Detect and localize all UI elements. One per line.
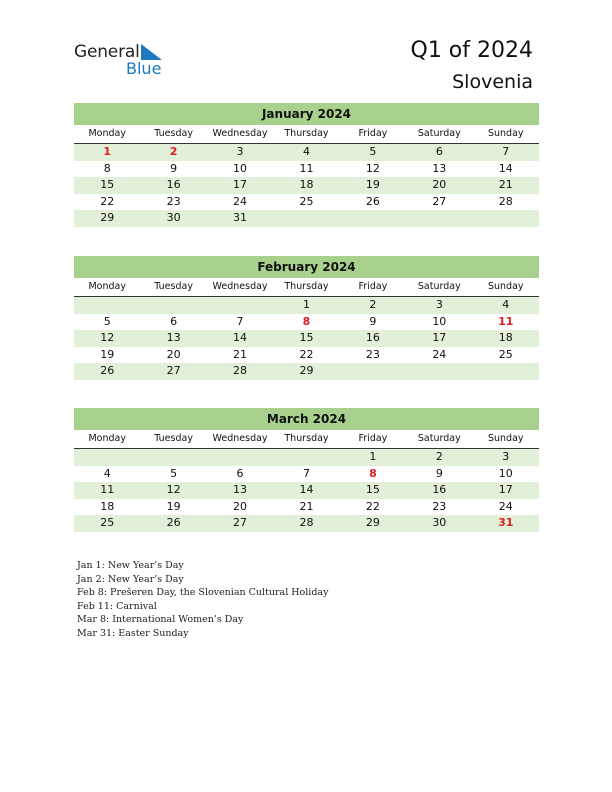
day-cell xyxy=(406,363,472,380)
week-row xyxy=(74,297,539,314)
weekday-label: Thursday xyxy=(284,128,329,139)
day-cell: 9 xyxy=(435,466,443,480)
weekday-label: Monday xyxy=(88,433,126,444)
week-row xyxy=(74,347,539,364)
day-cell: 29 xyxy=(100,211,115,224)
holiday-day-cell: 1 xyxy=(103,145,112,158)
weekday-label: Wednesday xyxy=(212,128,268,139)
day-cell: 11 xyxy=(100,483,115,496)
day-cell: 3 xyxy=(236,145,244,158)
day-cell: 19 xyxy=(365,178,380,191)
weekday-label: Friday xyxy=(358,128,388,139)
day-cell: 15 xyxy=(100,178,115,191)
day-cell xyxy=(273,210,339,227)
day-cell xyxy=(74,297,140,314)
day-cell: 10 xyxy=(498,466,513,480)
day-cell: 14 xyxy=(498,161,513,175)
logo-triangle-icon xyxy=(141,44,162,60)
day-cell: 3 xyxy=(502,450,510,463)
day-cell: 17 xyxy=(498,483,513,496)
month-title: February 2024 xyxy=(74,256,539,278)
day-cell: 26 xyxy=(100,364,115,377)
day-cell: 29 xyxy=(299,364,314,377)
week-row xyxy=(74,314,539,331)
day-cell: 25 xyxy=(498,347,513,361)
day-cell: 18 xyxy=(299,178,314,191)
weekday-label: Tuesday xyxy=(154,281,193,292)
week-row xyxy=(74,499,539,516)
day-cell: 29 xyxy=(365,516,380,529)
day-cell: 12 xyxy=(100,331,115,344)
day-cell: 12 xyxy=(365,161,380,175)
weekday-label: Sunday xyxy=(487,433,524,444)
month-calendar-january xyxy=(74,103,539,227)
weekday-label: Thursday xyxy=(284,433,329,444)
day-cell: 19 xyxy=(166,499,181,513)
day-cell: 26 xyxy=(166,516,181,529)
holiday-day-cell: 8 xyxy=(302,314,311,328)
weekday-label: Saturday xyxy=(417,128,461,139)
weekday-label: Tuesday xyxy=(154,433,193,444)
month-calendar-february xyxy=(74,256,539,380)
weekday-label: Sunday xyxy=(487,128,524,139)
day-cell xyxy=(74,449,140,466)
day-cell: 11 xyxy=(299,161,314,175)
weekday-label: Wednesday xyxy=(212,433,268,444)
day-cell: 5 xyxy=(369,145,377,158)
day-cell: 9 xyxy=(170,161,178,175)
day-cell: 27 xyxy=(432,194,447,208)
day-cell xyxy=(473,210,539,227)
day-cell xyxy=(207,449,273,466)
day-cell: 27 xyxy=(166,364,181,377)
day-cell: 7 xyxy=(502,145,510,158)
day-cell: 22 xyxy=(100,194,115,208)
day-cell: 4 xyxy=(502,298,510,311)
day-cell: 1 xyxy=(302,298,310,311)
holiday-note: Feb 11: Carnival xyxy=(77,600,157,612)
day-cell: 20 xyxy=(233,499,248,513)
holiday-day-cell: 8 xyxy=(369,466,377,480)
day-cell: 21 xyxy=(498,178,513,191)
day-cell: 1 xyxy=(369,450,377,463)
day-cell: 24 xyxy=(432,347,447,361)
day-cell: 5 xyxy=(170,466,178,480)
day-cell: 24 xyxy=(233,194,248,208)
day-cell: 23 xyxy=(432,499,447,513)
weekday-label: Tuesday xyxy=(154,128,193,139)
logo-text-general: General xyxy=(74,42,140,62)
day-cell: 2 xyxy=(435,450,443,463)
holiday-day-cell: 2 xyxy=(169,145,178,158)
weekday-label: Saturday xyxy=(417,281,461,292)
weekday-label: Monday xyxy=(88,281,126,292)
holiday-notes xyxy=(77,559,328,640)
day-cell: 16 xyxy=(432,483,447,496)
day-cell: 10 xyxy=(233,161,248,175)
weekday-label: Saturday xyxy=(417,433,461,444)
day-cell: 21 xyxy=(299,499,314,513)
day-cell: 30 xyxy=(432,516,447,529)
day-cell: 22 xyxy=(299,347,314,361)
day-cell: 6 xyxy=(435,145,443,158)
weekday-label: Sunday xyxy=(487,281,524,292)
month-calendar-march xyxy=(74,408,539,532)
day-cell: 16 xyxy=(166,178,181,191)
weekday-label: Friday xyxy=(358,281,388,292)
day-cell: 20 xyxy=(166,347,181,361)
page-title: Q1 of 2024 xyxy=(410,38,533,63)
day-cell: 2 xyxy=(369,298,377,311)
weekday-label: Friday xyxy=(358,433,388,444)
day-cell xyxy=(340,363,406,380)
day-cell: 13 xyxy=(233,483,248,496)
day-cell: 25 xyxy=(299,194,314,208)
day-cell: 22 xyxy=(365,499,380,513)
day-cell: 13 xyxy=(166,331,181,344)
day-cell: 20 xyxy=(432,178,447,191)
day-cell: 31 xyxy=(233,211,248,224)
day-cell: 9 xyxy=(369,314,377,328)
day-cell: 17 xyxy=(233,178,248,191)
holiday-note: Feb 8: Prešeren Day, the Slovenian Cultural Holiday xyxy=(77,587,329,598)
day-cell: 23 xyxy=(166,194,181,208)
week-row xyxy=(74,161,539,178)
day-cell: 25 xyxy=(100,516,115,529)
holiday-day-cell: 31 xyxy=(498,516,514,529)
week-row xyxy=(74,515,539,532)
day-cell: 28 xyxy=(299,516,314,529)
day-cell: 17 xyxy=(432,331,447,344)
weekday-label: Thursday xyxy=(284,281,329,292)
day-cell: 26 xyxy=(365,194,380,208)
day-cell: 3 xyxy=(435,298,443,311)
day-cell: 5 xyxy=(103,314,111,328)
day-cell: 12 xyxy=(166,483,181,496)
day-cell: 30 xyxy=(166,211,181,224)
month-title: March 2024 xyxy=(74,408,539,430)
day-cell xyxy=(207,297,273,314)
day-cell xyxy=(140,297,206,314)
month-title: January 2024 xyxy=(74,103,539,125)
day-cell: 8 xyxy=(103,161,111,175)
day-cell xyxy=(473,363,539,380)
day-cell: 24 xyxy=(498,499,513,513)
day-cell: 18 xyxy=(498,331,513,344)
logo-text-blue: Blue xyxy=(126,59,162,78)
generalblue-logo xyxy=(74,42,174,78)
day-cell: 28 xyxy=(233,364,248,377)
day-cell: 14 xyxy=(299,483,314,496)
day-cell: 15 xyxy=(299,331,314,344)
week-row xyxy=(74,177,539,194)
day-cell xyxy=(340,210,406,227)
day-cell: 6 xyxy=(236,466,244,480)
day-cell: 14 xyxy=(233,331,248,344)
day-cell: 13 xyxy=(432,161,447,175)
holiday-note: Jan 2: New Year’s Day xyxy=(77,573,184,585)
day-cell: 27 xyxy=(233,516,248,529)
day-cell: 7 xyxy=(236,314,244,328)
week-row xyxy=(74,466,539,483)
day-cell: 28 xyxy=(498,194,513,208)
holiday-note: Mar 8: International Women’s Day xyxy=(77,614,244,625)
week-row xyxy=(74,482,539,499)
day-cell xyxy=(273,449,339,466)
week-row xyxy=(74,449,539,466)
day-cell: 7 xyxy=(302,466,310,480)
day-cell: 10 xyxy=(432,314,447,328)
week-row xyxy=(74,330,539,347)
day-cell: 16 xyxy=(365,331,380,344)
week-row xyxy=(74,210,539,227)
day-cell: 4 xyxy=(103,466,111,480)
day-cell: 19 xyxy=(100,347,115,361)
weekday-label: Wednesday xyxy=(212,281,268,292)
day-cell: 21 xyxy=(233,347,248,361)
weekday-label: Monday xyxy=(88,128,126,139)
holiday-day-cell: 11 xyxy=(498,314,514,328)
country-name: Slovenia xyxy=(452,71,533,93)
week-row xyxy=(74,363,539,380)
day-cell: 6 xyxy=(170,314,178,328)
holiday-note: Mar 31: Easter Sunday xyxy=(77,627,189,639)
day-cell: 4 xyxy=(302,145,310,158)
day-cell: 15 xyxy=(365,483,380,496)
weekday-header-row xyxy=(74,278,539,297)
holiday-note: Jan 1: New Year’s Day xyxy=(77,560,184,571)
day-cell xyxy=(140,449,206,466)
day-cell: 23 xyxy=(365,347,380,361)
day-cell: 18 xyxy=(100,499,115,513)
weekday-header-row xyxy=(74,430,539,449)
day-cell xyxy=(406,210,472,227)
week-row xyxy=(74,194,539,211)
week-row xyxy=(74,144,539,161)
weekday-header-row xyxy=(74,125,539,144)
